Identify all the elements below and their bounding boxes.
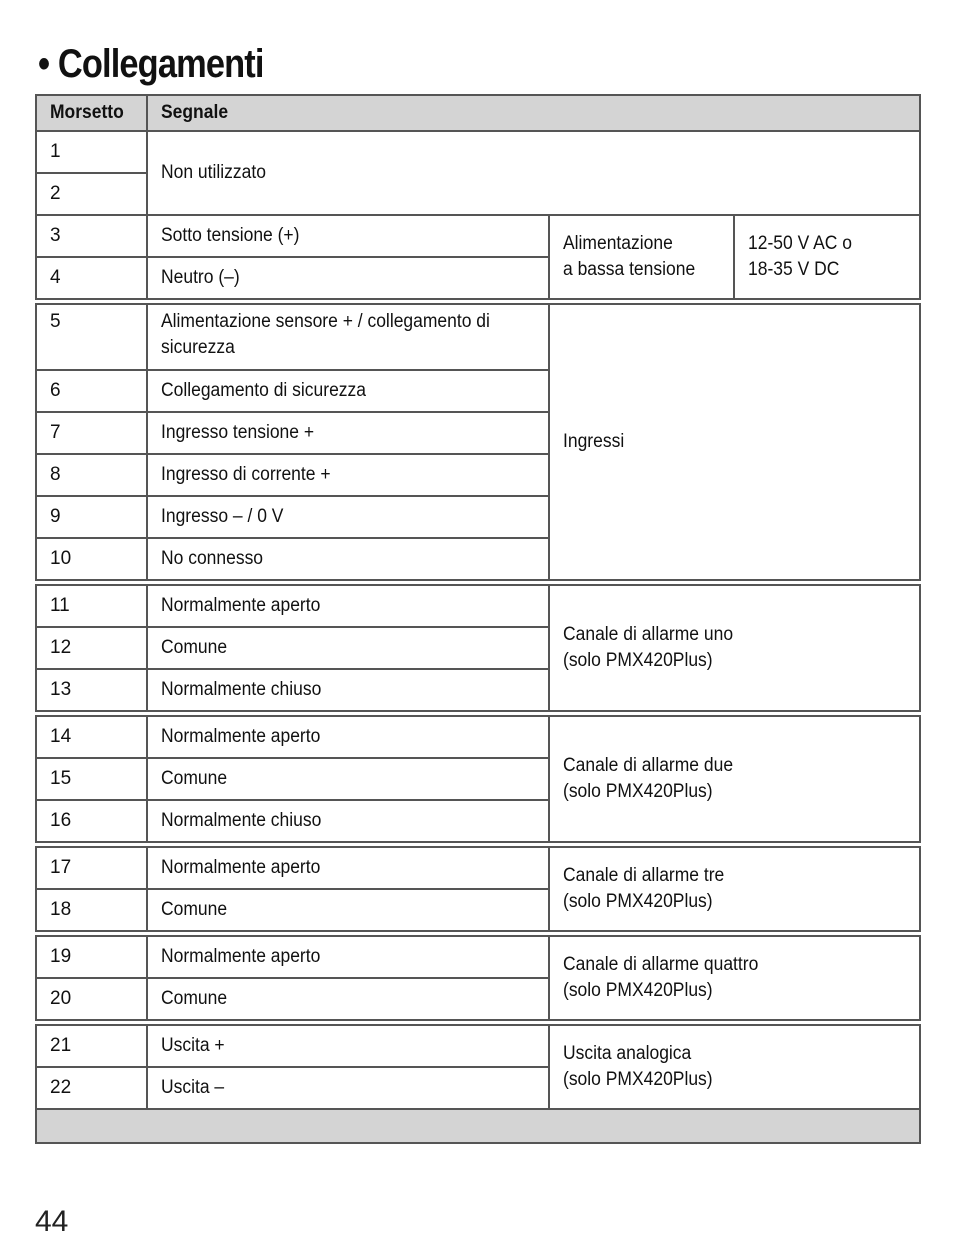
terminal-cell: 7 xyxy=(36,412,147,454)
terminal-cell: 2 xyxy=(36,173,147,215)
connections-table xyxy=(35,94,921,1144)
header-terminal: Morsetto xyxy=(36,95,147,131)
terminal-cell: 5 xyxy=(36,302,147,371)
signal-cell: Comune xyxy=(147,627,549,669)
terminal-cell: 6 xyxy=(36,370,147,412)
signal-cell: Uscita + xyxy=(147,1023,549,1068)
signal-cell: Collegamento di sicurezza xyxy=(147,370,549,412)
terminal-cell: 14 xyxy=(36,714,147,759)
header-signal: Segnale xyxy=(147,95,920,131)
signal-cell: Uscita – xyxy=(147,1067,549,1109)
terminal-cell: 17 xyxy=(36,845,147,890)
signal-cell: Normalmente chiuso xyxy=(147,669,549,714)
table-row xyxy=(36,131,920,173)
group-cell: Canale di allarme due (solo PMX420Plus) xyxy=(549,714,920,845)
table-row xyxy=(36,845,920,890)
terminal-cell: 16 xyxy=(36,800,147,845)
group-cell: Canale di allarme uno (solo PMX420Plus) xyxy=(549,583,920,714)
terminal-cell: 21 xyxy=(36,1023,147,1068)
table-row xyxy=(36,215,920,257)
signal-cell: Ingresso tensione + xyxy=(147,412,549,454)
terminal-cell: 20 xyxy=(36,978,147,1023)
group-cell: Ingressi xyxy=(549,302,920,583)
terminal-cell: 1 xyxy=(36,131,147,173)
signal-cell: Neutro (–) xyxy=(147,257,549,302)
signal-cell: Comune xyxy=(147,889,549,934)
group-cell: Canale di allarme tre (solo PMX420Plus) xyxy=(549,845,920,934)
group-cell: Alimentazione a bassa tensione xyxy=(549,215,734,302)
signal-cell: Normalmente aperto xyxy=(147,845,549,890)
terminal-cell: 18 xyxy=(36,889,147,934)
page-title: • Collegamenti xyxy=(38,42,264,86)
table-row xyxy=(36,714,920,759)
table-row xyxy=(36,934,920,979)
group-cell: Canale di allarme quattro (solo PMX420Plus) xyxy=(549,934,920,1023)
signal-cell: Ingresso – / 0 V xyxy=(147,496,549,538)
signal-cell: Normalmente aperto xyxy=(147,934,549,979)
terminal-cell: 13 xyxy=(36,669,147,714)
group-cell: Uscita analogica (solo PMX420Plus) xyxy=(549,1023,920,1110)
table-row xyxy=(36,583,920,628)
table-row xyxy=(36,1023,920,1068)
signal-cell: Normalmente chiuso xyxy=(147,800,549,845)
terminal-cell: 15 xyxy=(36,758,147,800)
terminal-cell: 4 xyxy=(36,257,147,302)
page-number: 44 xyxy=(35,1205,69,1238)
signal-cell: Non utilizzato xyxy=(147,131,920,215)
terminal-cell: 12 xyxy=(36,627,147,669)
signal-cell: Normalmente aperto xyxy=(147,714,549,759)
terminal-cell: 19 xyxy=(36,934,147,979)
signal-cell: Normalmente aperto xyxy=(147,583,549,628)
table-header-row xyxy=(36,95,920,131)
terminal-cell: 10 xyxy=(36,538,147,583)
terminal-cell: 3 xyxy=(36,215,147,257)
signal-cell: Ingresso di corrente + xyxy=(147,454,549,496)
signal-cell: Alimentazione sensore + / collegamento di sicurezza xyxy=(147,302,549,371)
terminal-cell: 22 xyxy=(36,1067,147,1109)
voltage-cell: 12-50 V AC o 18-35 V DC xyxy=(734,215,920,302)
table-row xyxy=(36,302,920,371)
signal-cell: Sotto tensione (+) xyxy=(147,215,549,257)
table-footer-row xyxy=(36,1109,920,1143)
signal-cell: Comune xyxy=(147,758,549,800)
terminal-cell: 11 xyxy=(36,583,147,628)
signal-cell: No connesso xyxy=(147,538,549,583)
signal-cell: Comune xyxy=(147,978,549,1023)
terminal-cell: 8 xyxy=(36,454,147,496)
terminal-cell: 9 xyxy=(36,496,147,538)
footer-cell xyxy=(36,1109,920,1143)
